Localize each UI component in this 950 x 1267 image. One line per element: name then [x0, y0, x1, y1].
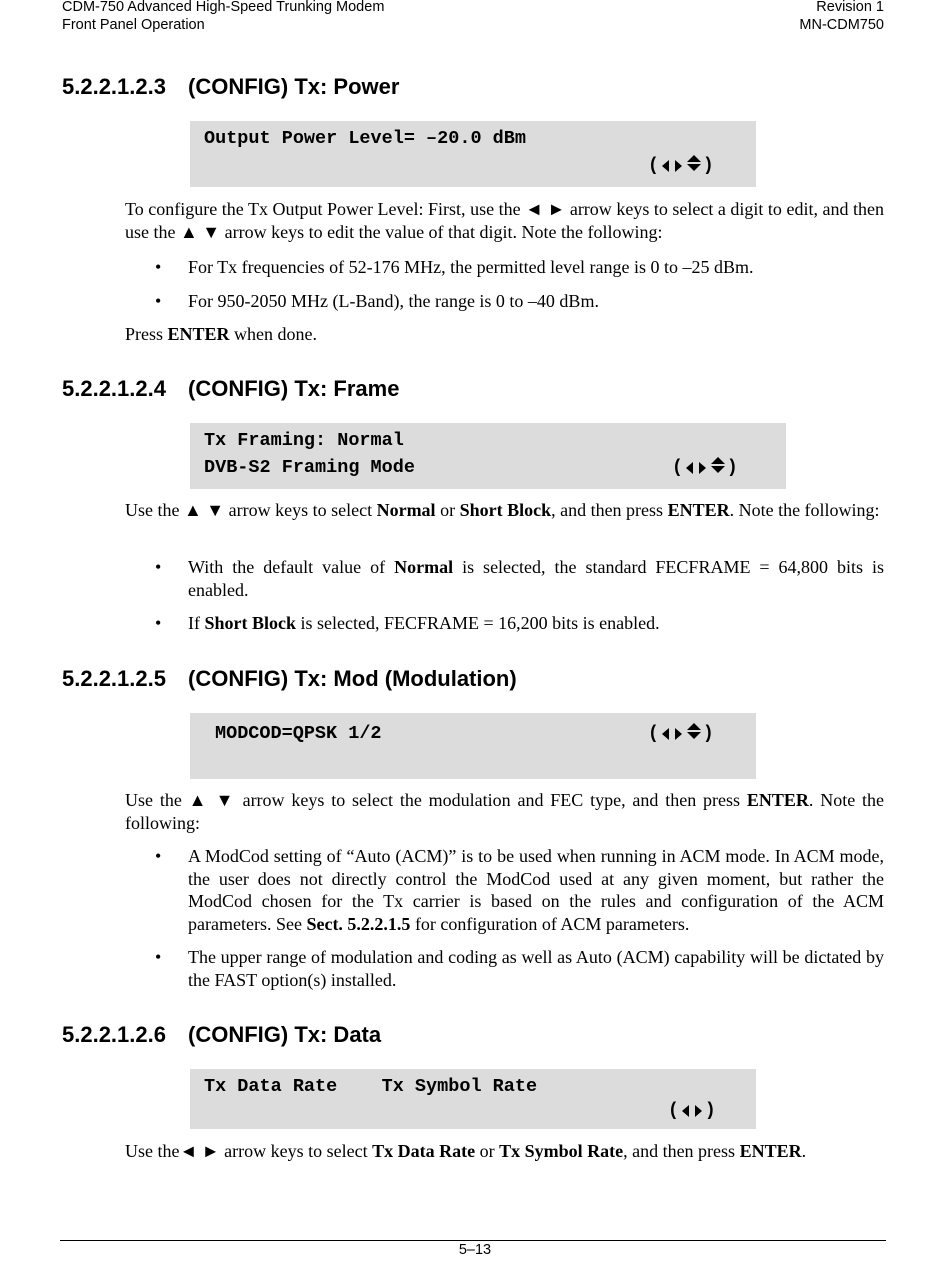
- paragraph-press-enter: Press ENTER when done.: [125, 324, 318, 344]
- section-number: 5.2.2.1.2.6: [62, 1022, 166, 1047]
- paren-open: (: [672, 458, 683, 478]
- up-down-arrow-icon: [687, 155, 701, 171]
- list-item: The upper range of modulation and coding as well as Auto (ACM) capability will be dictated by the FAST option(s) installed.: [188, 947, 884, 990]
- lcd-display-power: [190, 121, 756, 187]
- lcd-arrow-keys: [648, 723, 714, 745]
- lcd-line-1: Tx Data Rate Tx Symbol Rate: [204, 1076, 538, 1097]
- section-title: (CONFIG) Tx: Frame: [188, 376, 400, 401]
- page-number: 5–13: [458, 1242, 492, 1258]
- section-number: 5.2.2.1.2.5: [62, 666, 166, 691]
- section-title: (CONFIG) Tx: Data: [188, 1022, 382, 1047]
- bullet-icon: •: [155, 947, 162, 967]
- right-arrow-icon: [675, 160, 682, 172]
- bullet-icon: •: [155, 846, 162, 866]
- paren-close: ): [702, 156, 714, 176]
- list-item: For Tx frequencies of 52-176 MHz, the permitted level range is 0 to –25 dBm.: [188, 257, 754, 277]
- page-header-right: [799, 0, 884, 34]
- right-arrow-icon: [699, 462, 706, 474]
- list-item: With the default value of Normal is selected, the standard FECFRAME = 64,800 bits is enabled.: [188, 557, 885, 600]
- section-number: 5.2.2.1.2.3: [62, 74, 166, 99]
- section-heading-data: [62, 1022, 381, 1048]
- section-heading-frame: [62, 376, 399, 402]
- page-header-left: [62, 0, 384, 34]
- paren-open: (: [668, 1101, 679, 1121]
- up-down-arrow-icon: [687, 723, 701, 739]
- bullet-icon: •: [155, 291, 162, 311]
- section-title: (CONFIG) Tx: Mod (Modulation): [188, 666, 517, 691]
- lcd-arrow-keys: [672, 457, 738, 479]
- paren-close: ): [704, 1101, 716, 1121]
- section-title: (CONFIG) Tx: Power: [188, 74, 400, 99]
- section-number: 5.2.2.1.2.4: [62, 376, 166, 401]
- right-arrow-icon: [695, 1105, 702, 1117]
- footer-divider: [60, 1240, 886, 1241]
- bullet-icon: •: [155, 613, 162, 633]
- header-chapter: Front Panel Operation: [62, 17, 205, 33]
- paren-close: ): [702, 724, 714, 744]
- lcd-line-1: Output Power Level= –20.0 dBm: [204, 128, 526, 149]
- lcd-line-1: Tx Framing: Normal: [204, 430, 404, 451]
- section-heading-power: [62, 74, 399, 100]
- list-item: If Short Block is selected, FECFRAME = 16,200 bits is enabled.: [188, 613, 660, 633]
- left-arrow-icon: [662, 160, 669, 172]
- paragraph-power-instructions: To configure the Tx Output Power Level: First, use the ◄ ► arrow keys to select a digit to edit, and then use the ▲ ▼ arrow keys to edit the value of that digit. Note the following:: [125, 199, 884, 242]
- paragraph-frame-instructions: Use the ▲ ▼ arrow keys to select Normal or Short Block, and then press ENTER. Note the following:: [125, 500, 880, 520]
- list-item: For 950-2050 MHz (L-Band), the range is 0 to –40 dBm.: [188, 291, 599, 311]
- header-doc-number: MN-CDM750: [799, 17, 884, 33]
- right-arrow-icon: [675, 728, 682, 740]
- paren-open: (: [648, 156, 659, 176]
- lcd-display-frame: [190, 423, 786, 489]
- left-arrow-icon: [686, 462, 693, 474]
- paragraph-mod-instructions: Use the ▲ ▼ arrow keys to select the modulation and FEC type, and then press ENTER. Note the following:: [125, 790, 885, 833]
- header-revision: Revision 1: [816, 0, 884, 15]
- paragraph-data-instructions: Use the◄ ► arrow keys to select Tx Data Rate or Tx Symbol Rate, and then press ENTER.: [125, 1141, 807, 1161]
- paren-close: ): [726, 458, 738, 478]
- lcd-line-2: DVB-S2 Framing Mode: [204, 457, 415, 478]
- paren-open: (: [648, 724, 659, 744]
- up-down-arrow-icon: [711, 457, 725, 473]
- bullet-icon: •: [155, 257, 162, 277]
- section-heading-mod: [62, 666, 517, 692]
- left-arrow-icon: [682, 1105, 689, 1117]
- lcd-line-1: MODCOD=QPSK 1/2: [215, 723, 382, 744]
- lcd-display-mod: [190, 713, 756, 779]
- header-doc-title: CDM-750 Advanced High-Speed Trunking Modem: [62, 0, 385, 15]
- lcd-arrow-keys: [668, 1100, 716, 1122]
- lcd-display-data: [190, 1069, 756, 1129]
- left-arrow-icon: [662, 728, 669, 740]
- list-item: A ModCod setting of “Auto (ACM)” is to be used when running in ACM mode. In ACM mode, the user does not directly control the ModCod used at any given moment, but rather the ModCod chosen for the Tx carrier is based on the rules and configuration of the ACM parameters. See Sect. 5.2.2.1.5 for configuration of ACM parameters.: [188, 846, 884, 934]
- bullet-icon: •: [155, 557, 162, 577]
- lcd-arrow-keys: [648, 155, 714, 177]
